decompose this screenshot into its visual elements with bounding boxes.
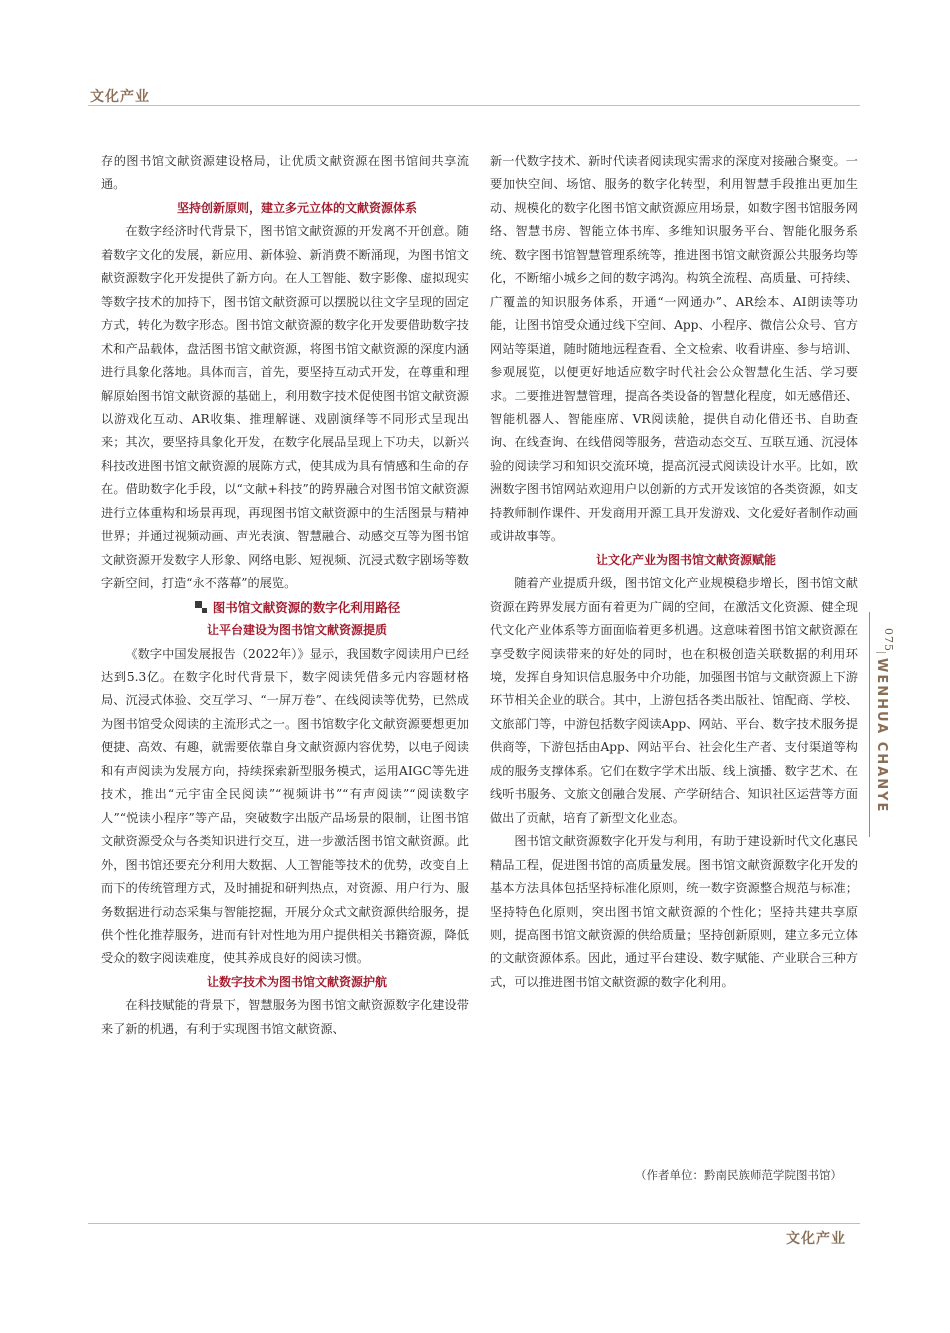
header-divider [88, 105, 860, 106]
subheading-digital-tech: 让数字技术为图书馆文献资源护航 [206, 974, 387, 989]
header-section-label: 文化产业 [90, 89, 150, 105]
author-affiliation: （作者单位：黔南民族师范学院图书馆） [635, 1168, 842, 1182]
paragraph: 在数字经济时代背景下，图书馆文献资源的开发离不开创意。随着数字文化的发展，新应用、新体验、新消费不断涌现，为图书馆文献资源数字化开发提供了新方向。在人工智能、数字影像、虚拟现实等数字技术的加持下，图书馆文献资源可以摆脱以往文字呈现的固定方式，转化为数字形态。图书馆文献资源的数字化开发要借助数字技术和产品载体，盘活图书馆文献资源，将图书馆文献资源的深度内涵进行具象化落地。具体而言，首先，要坚持互动式开发，在尊重和理解原始图书馆文献资源的基础上，利用数字技术促使图书馆文献资源以游戏化互动、AR收集、推理解谜、戏剧演绎等不同形式呈现出来；其次，要坚持具象化开发，在数字化展品呈现上下功夫，以新兴科技改进图书馆文献资源的展陈方式，使其成为具有情感和生命的存在。借助数字化手段，以“文献+科技”的跨界融合对图书馆文献资源进行立体重构和场景再现，再现图书馆文献资源中的生活图景与精神世界；并通过视频动画、声光表演、智慧融合、动感交互等为图书馆文献资源开发数字人形象、网络电影、短视频、沉浸式数字剧场等数字新空间，打造“永不落幕”的展览。 [101, 224, 469, 591]
footer-section-label: 文化产业 [786, 1231, 846, 1247]
subheading-platform: 让平台建设为图书馆文献资源提质 [206, 623, 387, 638]
section-heading-text: 图书馆文献资源的数字化利用路径 [212, 599, 401, 615]
side-rule [876, 652, 886, 653]
vertical-brand-text: WENHUA CHANYE [874, 658, 889, 814]
paragraph: 在科技赋能的背景下，智慧服务为图书馆文献资源数字化建设带来了新的机遇，有利于实现图书馆文献资源、 [101, 998, 469, 1036]
left-column [101, 150, 469, 1041]
subheading-innovation: 坚持创新原则，建立多元立体的文献资源体系 [176, 200, 417, 215]
footer-divider [88, 1223, 860, 1224]
section-heading [101, 596, 469, 619]
paragraph: 图书馆文献资源数字化开发与利用，有助于建设新时代文化惠民精品工程，促进图书馆的高质量发展。图书馆文献资源数字化开发的基本方法具体包括坚持标准化原则，统一数字资源整合规范与标准；坚持特色化原则，突出图书馆文献资源的个性化；坚持共建共享原则，提高图书馆文献资源的供给质量；坚持创新原则，建立多元立体的文献资源体系。因此，通过平台建设、数字赋能、产业联合三种方式，可以推进图书馆文献资源的数字化利用。 [490, 834, 858, 989]
paragraph: 《数字中国发展报告（2022年）》显示，我国数字阅读用户已经达到5.3亿。在数字化时代背景下，数字阅读凭借多元内容题材格局、沉浸式体验、交互学习、“一屏万卷”、在线阅读等优势，已然成为图书馆受众阅读的主流形式之一。图书馆数字化文献资源要想更加便捷、高效、有趣，就需要依靠自身文献资源内容优势，以电子阅读和有声阅读为发展方向，持续探索新型服务模式，运用AIGC等先进技术，推出“元宇宙全民阅读”“视频讲书”“有声阅读”“阅读数字人”“悦读小程序”等产品，突破数字出版产品场景的限制，让图书馆文献资源受众与各类知识进行交互，进一步激活图书馆文献资源。此外，图书馆还要充分利用大数据、人工智能等技术的优势，改变自上而下的传统管理方式，及时捕捉和研判热点，对资源、用户行为、服务数据进行动态采集与智能挖掘，开展分众式文献资源供给服务，提供个性化推荐服务，进而有针对性地为用户提供相关书籍资源，降低受众的数字阅读难度，使其养成良好的阅读习惯。 [101, 646, 469, 966]
paragraph: 存的图书馆文献资源建设格局，让优质文献资源在图书馆间共享流通。 [101, 154, 469, 192]
page-number: 075 [882, 628, 895, 652]
paragraph: 随着产业提质升级，图书馆文化产业规模稳步增长，图书馆文献资源在跨界发展方面有着更为广阔的空间，在激活文化资源、健全现代文化产业体系等方面面临着更多机遇。这意味着图书馆文献资源在享受数字阅读带来的好处的同时，也在积极创造关联数据的利用环境，发挥自身知识信息服务中介功能，加强图书馆与文献资源上下游环节相关企业的联合。其中，上游包括各类出版社、馆配商、学校、文旅部门等，中游包括数字阅读App、网站、平台、数字技术服务提供商等，下游包括由App、网站平台、社会化生产者、支付渠道等构成的服务支撑体系。它们在数字学术出版、线上演播、数字艺术、在线听书服务、文旅文创融合发展、产学研结合、知识社区运营等方面做出了贡献，培育了新型文化业态。 [490, 576, 858, 825]
section-bullet-icon [195, 601, 207, 613]
paragraph: 新一代数字技术、新时代读者阅读现实需求的深度对接融合聚变。一要加快空间、场馆、服务的数字化转型，利用智慧手段推出更加生动、规模化的数字化图书馆文献资源应用场景，如数字图书馆服务网络、智慧书房、智能立体书库、多维知识服务平台、智能化服务系统、数字图书馆智慧管理系统等，推进图书馆文献资源公共服务均等化，不断缩小城乡之间的数字鸿沟。构筑全流程、高质量、可持续、广覆盖的知识服务体系，开通“一网通办”、AR绘本、AI朗读等功能，让图书馆受众通过线下空间、App、小程序、微信公众号、官方网站等渠道，随时随地远程查看、全文检索、收看讲座、参与培训、参观展览，以便更好地适应数字时代社会公众智慧化生活、学习要求。二要推进智慧管理，提高各类设备的智慧化程度，如无感借还、智能机器人、智能座席、VR阅读舱，提供自动化借还书、自助查询、在线查询、在线借阅等服务，营造动态交互、互联互通、沉浸体验的阅读学习和知识交流环境，提高沉浸式阅读设计水平。比如，欧洲数字图书馆网站欢迎用户以创新的方式开发该馆的各类资源，如支持教师制作课件、开发商用开源工具开发游戏、文化爱好者制作动画或讲故事等。 [490, 154, 858, 544]
subheading-culture-industry: 让文化产业为图书馆文献资源赋能 [595, 552, 776, 567]
right-column [490, 150, 858, 994]
side-divider [869, 612, 870, 837]
